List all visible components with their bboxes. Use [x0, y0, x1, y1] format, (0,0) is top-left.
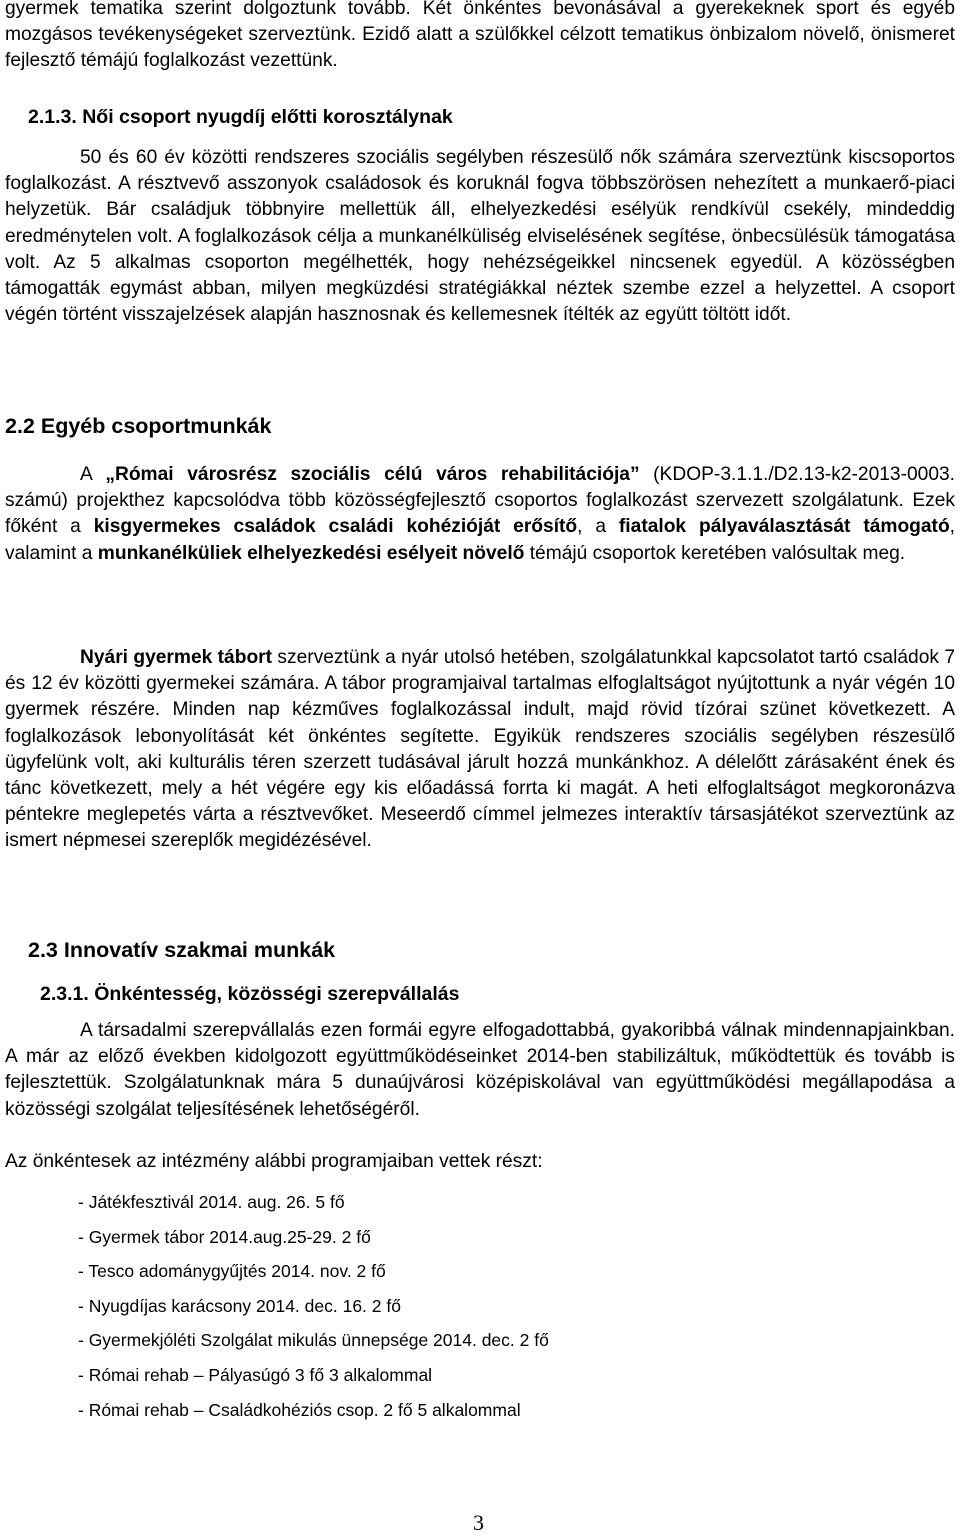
section-heading-2-3: 2.3 Innovatív szakmai munkák	[28, 938, 336, 962]
page-number: 3	[473, 1510, 484, 1535]
text-span: (KDOP-3.1.1./D2.13-k2-2013-0003. számú) projekthez kapcsolódva több közösségfejlesztő csoportos foglalkozást szervezett szolgálatunk. Ezek főként a	[5, 464, 955, 538]
bold-phrase: fiatalok pályaválasztását támogató	[618, 516, 950, 538]
list-item: - Gyermek tábor 2014.aug.25-29. 2 fő	[78, 1226, 371, 1247]
volunteer-program-list	[78, 1185, 549, 1427]
section-2-3-1-paragraph: A társadalmi szerepvállalás ezen formái egyre elfogadottabbá, gyakoribbá válnak mindennapjainkban. A már az előző években kidolgozott együttműködéseinket 2014-ben stabilizáltuk, működtettük és tovább is fejlesztettük. Szolgálatunknak mára 5 dunaújvárosi középiskolával van együttműködési megállapodása a közösségi szolgálat teljesítésének lehetőségéről.	[5, 1020, 955, 1120]
bold-phrase: munkanélküliek elhelyezkedési esélyeit növelő	[97, 542, 525, 564]
section-2-2-paragraph	[5, 462, 955, 567]
list-item: - Nyugdíjas karácsony 2014. dec. 16. 2 fő	[78, 1295, 401, 1316]
text-span: szerveztünk a nyár utolsó hetében, szolgálatunkkal kapcsolatot tartó családok 7 és 12 év közötti gyermekei számára. A tábor programjaival tartalmas elfoglaltságot nyújtottunk a nyár végén 10 gyermek részére. Minden nap kézműves foglalkozással indult, majd rövid tízórai szünet következett. A foglalkozások lebonyolítását két önkéntes segítette. Egyikük rendszeres szociális segélyben részesülő ügyfelünk volt, aki kulturális téren szerzett tudásával járult hozzá munkánkhoz. A délelőtt zárásaként ének és tánc következett, mely a hét végére egy kis előadássá forrta ki magát. A heti elfoglaltságot megkoronázva péntekre meglepetés várta a résztvevőket. Meseerdő címmel jelmezes interaktív társasjátékot szerveztünk az ismert népmesei szereplők megidézésével.	[5, 647, 956, 852]
section-heading-2-3-1: 2.3.1. Önkéntesség, közösségi szerepvállalás	[40, 983, 460, 1005]
section-2-1-3-paragraph: 50 és 60 év közötti rendszeres szociális segélyben részesülő nők számára szerveztünk kiscsoportos foglalkozást. A résztvevő asszonyok családosok és koruknál fogva többszörösen nehezített a munkaerő-piaci helyzetük. Bár családjuk többnyire mellettük áll, elhelyezkedési esélyük rendkívül csekély, mindeddig eredménytelen volt. A foglalkozások célja a munkanélküliség elviselésének segítése, önbecsülésük támogatása volt. Az 5 alkalmas csoporton megélhették, hogy nehézségeikkel nincsenek egyedül. A közösségben támogatták egymást abban, milyen megküzdési stratégiákkal néztek szembe ezzel a helyzettel. A csoport végén történt visszajelzések alapján hasznosnak és kellemesnek ítélték az együtt töltött időt.	[5, 147, 955, 326]
bold-phrase: Nyári gyermek tábort	[80, 647, 273, 668]
project-title: „Római városrész szociális célú város rehabilitációja”	[105, 464, 640, 485]
text-span: témájú csoportok keretében valósultak meg.	[524, 542, 906, 564]
text-span: , valamint a	[5, 516, 956, 564]
bold-phrase: kisgyermekes családok családi kohézióját erősítő	[93, 516, 578, 538]
text-span: , a	[577, 516, 619, 538]
section-heading-2-1-3: 2.1.3. Női csoport nyugdíj előtti korosztálynak	[28, 106, 453, 128]
summer-camp-paragraph	[5, 645, 955, 855]
list-item: - Római rehab – Pályasúgó 3 fő 3 alkalommal	[78, 1364, 433, 1385]
list-item: - Római rehab – Családkohéziós csop. 2 fő 5 alkalommal	[78, 1399, 521, 1420]
volunteer-list-intro: Az önkéntesek az intézmény alábbi programjaiban vettek részt:	[5, 1151, 543, 1172]
section-heading-2-2: 2.2 Egyéb csoportmunkák	[5, 414, 272, 438]
list-item: - Gyermekjóléti Szolgálat mikulás ünnepsége 2014. dec. 2 fő	[78, 1330, 549, 1351]
list-item: - Tesco adománygyűjtés 2014. nov. 2 fő	[78, 1261, 386, 1282]
text-span: A	[80, 464, 106, 485]
intro-paragraph: gyermek tematika szerint dolgoztunk tovább. Két önkéntes bevonásával a gyerekeknek sport és egyéb mozgásos tevékenységeket szerveztünk. Ezidő alatt a szülőkkel célzott tematikus önbizalom növelő, önismeret fejlesztő témájú foglalkozást vezettünk.	[5, 0, 955, 72]
list-item: - Játékfesztivál 2014. aug. 26. 5 fő	[78, 1192, 345, 1212]
